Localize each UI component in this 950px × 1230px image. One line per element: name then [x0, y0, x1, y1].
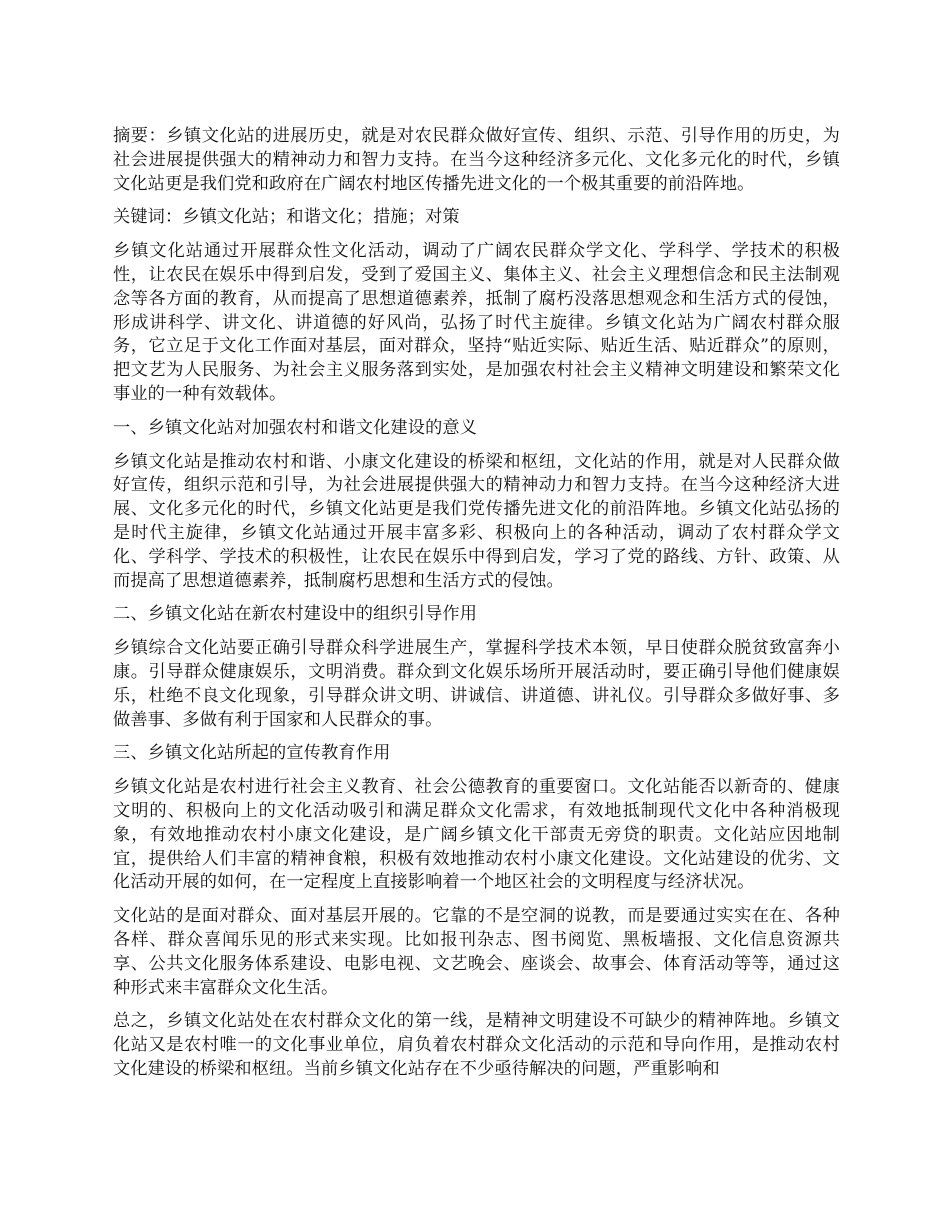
abstract-paragraph: 摘要：乡镇文化站的进展历史，就是对农民群众做好宣传、组织、示范、引导作用的历史，为社会进展提供强大的精神动力和智力支持。在当今这种经济多元化、文化多元化的时代，乡镇文化站更是我们党和政府在广阔农村地区传播先进文化的一个极其重要的前沿阵地。	[113, 126, 840, 194]
section-3-paragraph-2: 文化站的是面对群众、面对基层开展的。它靠的不是空洞的说教，而是要通过实实在在、各种各样、群众喜闻乐见的形式来实现。比如报刊杂志、图书阅览、黑板墙报、文化信息资源共享、公共文化服务体系建设、电影电视、文艺晚会、座谈会、故事会、体育活动等等，通过这种形式来丰富群众文化生活。	[113, 906, 840, 998]
section-2-paragraph: 乡镇综合文化站要正确引导群众科学进展生产，掌握科学技术本领，早日使群众脱贫致富奔小康。引导群众健康娱乐，文明消费。群众到文化娱乐场所开展活动时，要正确引导他们健康娱乐，杜绝不良文化现象，引导群众讲文明、讲诚信、讲道德、讲礼仪。引导群众多做好事、多做善事、多做有利于国家和人民群众的事。	[113, 638, 840, 730]
section-heading-3: 三、乡镇文化站所起的宣传教育作用	[113, 743, 391, 764]
document-body	[113, 125, 840, 1092]
keywords-line: 关键词：乡镇文化站；和谐文化；措施；对策	[113, 207, 460, 228]
section-heading-1: 一、乡镇文化站对加强农村和谐文化建设的意义	[113, 417, 478, 438]
section-3-paragraph-1: 乡镇文化站是农村进行社会主义教育、社会公德教育的重要窗口。文化站能否以新奇的、健康文明的、积极向上的文化活动吸引和满足群众文化需求，有效地抵制现代文化中各种消极现象，有效地推动农村小康文化建设，是广阔乡镇文化干部责无旁贷的职责。文化站应因地制宜，提供给人们丰富的精神食粮，积极有效地推动农村小康文化建设。文化站建设的优劣、文化活动开展的如何，在一定程度上直接影响着一个地区社会的文明程度与经济状况。	[113, 777, 840, 893]
section-1-paragraph: 乡镇文化站是推动农村和谐、小康文化建设的桥梁和枢纽，文化站的作用，就是对人民群众做好宣传，组织示范和引导，为社会进展提供强大的精神动力和智力支持。在当今这种经济大进展、文化多元化的时代，乡镇文化站更是我们党传播先进文化的前沿阵地。乡镇文化站弘扬的是时代主旋律，乡镇文化站通过开展丰富多彩、积极向上的各种活动，调动了农村群众学文化、学科学、学技术的积极性，让农民在娱乐中得到启发，学习了党的路线、方针、政策、从而提高了思想道德素养，抵制腐朽思想和生活方式的侵蚀。	[113, 451, 840, 591]
section-heading-2: 二、乡镇文化站在新农村建设中的组织引导作用	[113, 604, 478, 625]
intro-paragraph: 乡镇文化站通过开展群众性文化活动，调动了广阔农民群众学文化、学科学、学技术的积极性，让农民在娱乐中得到启发，受到了爱国主义、集体主义、社会主义理想信念和民主法制观念等各方面的教育，从而提高了思想道德素养，抵制了腐朽没落思想观念和生活方式的侵蚀，形成讲科学、讲文化、讲道德的好风尚，弘扬了时代主旋律。乡镇文化站为广阔农村群众服务，它立足于文化工作面对基层，面对群众，坚持“贴近实际、贴近生活、贴近群众”的原则，把文艺为人民服务、为社会主义服务落到实处，是加强农村社会主义精神文明建设和繁荣文化事业的一种有效载体。	[113, 241, 840, 404]
conclusion-paragraph: 总之，乡镇文化站处在农村群众文化的第一线，是精神文明建设不可缺少的精神阵地。乡镇文化站又是农村唯一的文化事业单位，肩负着农村群众文化活动的示范和导向作用，是推动农村文化建设的桥梁和枢纽。当前乡镇文化站存在不少亟待解决的问题，严重影响和	[113, 1011, 840, 1079]
